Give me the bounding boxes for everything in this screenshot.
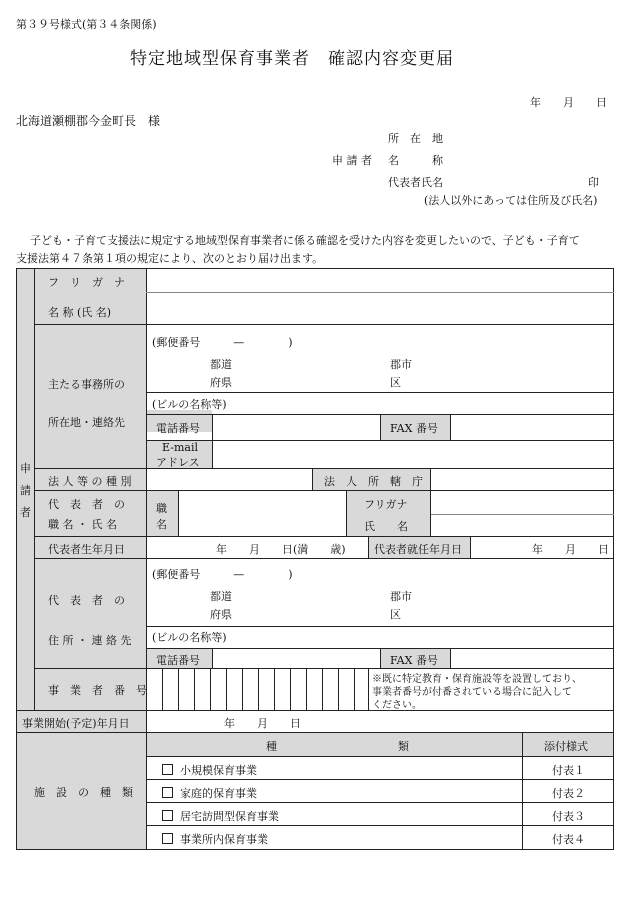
facility-row[interactable] (162, 831, 268, 847)
fax-label: FAX 番号 (390, 422, 438, 435)
attach-value: 付表１ (552, 764, 585, 777)
facility-type-label: 施 設 の 種 類 (34, 786, 133, 799)
attach-value: 付表３ (552, 810, 585, 823)
business-note-3: ください。 (372, 700, 422, 711)
name-label: 名 称 (388, 154, 443, 167)
tel-label-2: 電話番号 (156, 654, 200, 667)
kind-header: 種 類 (266, 740, 409, 753)
attach-value: 付表２ (552, 787, 585, 800)
rep-name-field-label: 氏 名 (364, 520, 408, 533)
tel-label: 電話番号 (156, 422, 200, 435)
facility-row[interactable] (162, 808, 279, 824)
business-note-1: ※既に特定教育・保育施設等を設置しており、 (372, 674, 582, 685)
applicant-label: 申 請 者 (332, 154, 372, 167)
facility-row[interactable] (162, 785, 257, 801)
side-label-2: 請 (20, 484, 31, 497)
office-label-2: 所在地・連絡先 (48, 416, 125, 429)
email-label-2: アドレス (156, 456, 200, 469)
facility-name: 小規模保育事業 (180, 764, 257, 777)
checkbox[interactable] (162, 764, 173, 775)
shoku-label-2: 名 (156, 518, 167, 531)
appoint-label: 代表者就任年月日 (374, 543, 462, 556)
applicant-note: (法人以外にあっては住所及び氏名) (424, 194, 598, 207)
checkbox[interactable] (162, 833, 173, 844)
todo-label: 都道 (210, 358, 232, 371)
address-label: 所 在 地 (388, 132, 443, 145)
gunshi-label-2: 郡市 (390, 590, 412, 603)
attach-header: 添付様式 (544, 740, 588, 753)
building-label-2: (ビルの名称等) (152, 631, 227, 644)
body-text-line1: 子ども・子育て支援法に規定する地域型保育事業者に係る確認を受けた内容を変更したいので、子ども・子育て (30, 234, 580, 247)
rep-title-label-1: 代 表 者 の (48, 498, 125, 511)
building-label: (ビルの名称等) (152, 398, 227, 411)
facility-name: 居宅訪問型保育事業 (180, 810, 279, 823)
fuken-label: 府県 (210, 376, 232, 389)
seal-mark: 印 (588, 176, 599, 189)
name-field-label: 名 称 (氏 名) (48, 306, 112, 319)
addr-label-2: 住 所 ・ 連 絡 先 (48, 634, 132, 647)
corp-office-label: 法 人 所 轄 庁 (324, 475, 423, 488)
checkbox[interactable] (162, 787, 173, 798)
checkbox[interactable] (162, 810, 173, 821)
form-number: 第３９号様式(第３４条関係) (16, 18, 157, 31)
addressee: 北海道瀬棚郡今金町長 様 (16, 114, 161, 128)
office-label-1: 主たる事務所の (48, 378, 125, 391)
rep-name-label: 代表者氏名 (388, 176, 443, 189)
facility-row[interactable] (162, 762, 257, 778)
rep-furigana-label: フリガナ (364, 498, 408, 511)
business-number-label: 事 業 者 番 号 (48, 684, 147, 697)
fuken-label-2: 府県 (210, 608, 232, 621)
todo-label-2: 都道 (210, 590, 232, 603)
body-text-line2: 支援法第４７条第１項の規定により、次のとおり届け出ます。 (16, 252, 324, 265)
postal-code[interactable]: (郵便番号 — ) (152, 336, 293, 349)
ku-label-2: 区 (390, 608, 401, 621)
rep-title-label-2: 職 名 ・ 氏 名 (48, 518, 117, 531)
rep-birth-label: 代表者生年月日 (48, 543, 125, 556)
attach-value: 付表４ (552, 833, 585, 846)
side-label-3: 者 (20, 506, 31, 519)
postal-code-2[interactable]: (郵便番号 — ) (152, 568, 293, 581)
addr-label-1: 代 表 者 の (48, 594, 125, 607)
start-date-value[interactable]: 年 月 日 (224, 717, 301, 730)
ku-label: 区 (390, 376, 401, 389)
facility-name: 事業所内保育事業 (180, 833, 268, 846)
page-title: 特定地域型保育事業者 確認内容変更届 (130, 49, 454, 69)
business-note-2: 事業者番号が付番されている場合に記入して (372, 687, 572, 698)
appoint-value[interactable]: 年 月 日 (532, 543, 609, 556)
side-label-1: 申 (20, 462, 31, 475)
gunshi-label: 郡市 (390, 358, 412, 371)
rep-birth-value[interactable]: 年 月 日(満 歳) (216, 543, 346, 556)
shoku-label-1: 職 (156, 502, 167, 515)
start-date-label: 事業開始(予定)年月日 (22, 717, 130, 730)
corp-type-label: 法 人 等 の 種 別 (48, 475, 132, 488)
email-label-1: E-mail (162, 441, 198, 454)
fax-label-2: FAX 番号 (390, 654, 438, 667)
date-line[interactable]: 年 月 日 (530, 96, 607, 109)
furigana-label: フ リ ガ ナ (48, 276, 125, 289)
facility-name: 家庭的保育事業 (180, 787, 257, 800)
application-table (16, 268, 614, 850)
